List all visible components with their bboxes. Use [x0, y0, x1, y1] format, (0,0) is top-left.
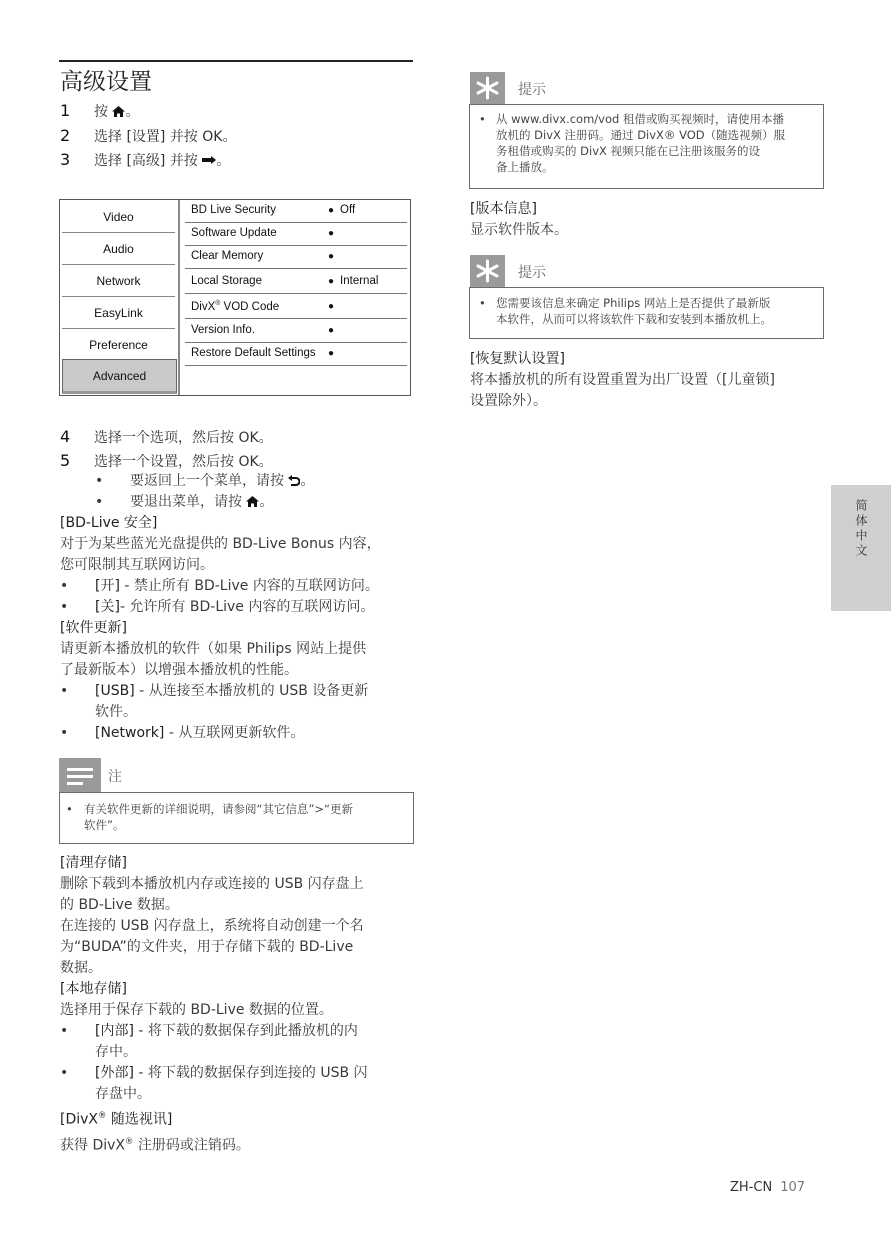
- step-text: 选择一个选项，然后按 OK。: [94, 430, 273, 446]
- note-icon: [59, 758, 101, 792]
- restore-heading: [恢复默认设置]: [470, 351, 565, 367]
- bullet-dot: ●: [328, 251, 335, 262]
- language-tab: [831, 485, 891, 611]
- option-label: BD Live Security: [191, 204, 277, 216]
- local-storage-body: 选择用于保存下载的 BD-Live 数据的位置。: [60, 1002, 333, 1018]
- tip-icon: [470, 72, 505, 104]
- menu-category-preference[interactable]: Preference: [62, 330, 175, 361]
- step-number: 5: [60, 451, 71, 470]
- software-update-body-2: 了最新版本）以增强本播放机的性能。: [60, 662, 298, 678]
- bullet-dot: ●: [328, 228, 335, 239]
- clear-storage-body-5: 数据。: [60, 960, 102, 976]
- sub-bullet-exit: • 要退出菜单，请按 。: [95, 494, 274, 510]
- step-text: 按: [94, 104, 108, 120]
- clear-storage-body-2: 的 BD-Live 数据。: [60, 897, 179, 913]
- clear-storage-body-1: 删除下载到本播放机内存或连接的 USB 闪存盘上: [60, 876, 364, 892]
- version-heading: [版本信息]: [470, 201, 537, 217]
- restore-body-2: 设置除外）。: [470, 393, 547, 409]
- bullet-dot: ●: [328, 301, 335, 312]
- step-1: [60, 101, 139, 121]
- local-storage-heading: [本地存储]: [60, 981, 127, 997]
- bullet-dot: ●: [328, 205, 335, 216]
- back-icon: [288, 475, 300, 486]
- menu-divider: [178, 200, 180, 395]
- page-footer: [730, 1180, 805, 1195]
- clear-storage-body-3: 在连接的 USB 闪存盘上，系统将自动创建一个名: [60, 918, 364, 934]
- menu-option-software-update[interactable]: [185, 223, 407, 246]
- menu-categories: [60, 200, 177, 395]
- menu-option-version-info[interactable]: [185, 320, 407, 343]
- step-text: 选择一个设置，然后按 OK。: [94, 454, 273, 470]
- page-title: 高级设置: [60, 69, 152, 95]
- step-2: [60, 126, 236, 146]
- step-text-tail: 。: [216, 153, 231, 169]
- page-number: 107: [780, 1180, 806, 1195]
- local-storage-internal: • [内部] - 将下载的数据保存到此播放机的内 存中。: [60, 1023, 358, 1060]
- menu-category-advanced[interactable]: Advanced: [62, 359, 177, 394]
- bd-live-body-2: 您可限制其互联网访问。: [60, 557, 214, 573]
- sub-bullet-back: • 要返回上一个菜单，请按 。: [95, 473, 315, 489]
- option-value: Off: [340, 204, 356, 216]
- menu-option-clear-memory[interactable]: [185, 246, 407, 269]
- version-body: 显示软件版本。: [470, 222, 568, 238]
- bd-live-heading: [BD-Live 安全]: [60, 515, 158, 531]
- restore-section: [470, 349, 830, 412]
- step-4: [60, 427, 273, 447]
- software-update-heading: [软件更新]: [60, 620, 127, 636]
- menu-option-bd-live-security[interactable]: [185, 200, 407, 223]
- bullet-dot: ●: [328, 276, 335, 287]
- option-label: Local Storage: [191, 275, 262, 287]
- bullet-dot: ●: [328, 348, 335, 359]
- menu-category-audio[interactable]: Audio: [62, 234, 175, 265]
- menu-option-local-storage[interactable]: [185, 271, 407, 294]
- option-label: DivX® VOD Code: [191, 300, 280, 313]
- bd-live-option-off: • [关]- 允许所有 BD-Live 内容的互联网访问。: [60, 599, 375, 615]
- clear-storage-body-4: 为“BUDA”的文件夹，用于存储下载的 BD-Live: [60, 939, 354, 955]
- restore-body-1: 将本播放机的所有设置重置为出厂设置（[儿童锁]: [470, 372, 775, 388]
- tip-text: • 您需要该信息来确定 Philips 网站上是否提供了最新版 本软件，从而可以将该软件下载和安装到本播放机上。: [479, 296, 772, 326]
- option-label: Restore Default Settings: [191, 347, 316, 359]
- software-update-network: • [Network] - 从互联网更新软件。: [60, 725, 305, 741]
- home-icon: [246, 496, 259, 507]
- local-storage-external: • [外部] - 将下载的数据保存到连接的 USB 闪 存盘中。: [60, 1065, 368, 1102]
- menu-category-easylink[interactable]: EasyLink: [62, 298, 175, 329]
- language-tab-label: 简体中文: [854, 499, 868, 559]
- title-rule: [59, 60, 413, 62]
- option-label: Clear Memory: [191, 250, 264, 262]
- step-number: 1: [60, 101, 71, 120]
- version-section: [470, 199, 830, 241]
- clear-storage-heading: [清理存储]: [60, 855, 127, 871]
- step-text: 选择 [高级] 并按: [94, 153, 198, 169]
- step-5: [60, 451, 273, 471]
- note-text: • 有关软件更新的详细说明，请参阅“其它信息”>“更新 软件”。: [66, 802, 354, 832]
- option-label: Version Info.: [191, 324, 255, 336]
- divx-vod-heading: [DivX® 随选视讯]: [60, 1110, 173, 1128]
- software-update-body-1: 请更新本播放机的软件（如果 Philips 网站上提供: [60, 641, 367, 657]
- menu-option-restore-default[interactable]: [185, 343, 407, 366]
- menu-category-video[interactable]: Video: [62, 202, 175, 233]
- step-number: 2: [60, 126, 71, 145]
- software-update-usb: • [USB] - 从连接至本播放机的 USB 设备更新 软件。: [60, 683, 369, 720]
- step-text-tail: 。: [125, 104, 140, 120]
- step-number: 4: [60, 427, 71, 446]
- menu-option-divx-vod-code[interactable]: [185, 296, 407, 319]
- tip-label: 提示: [518, 265, 546, 281]
- bullet-dot: ●: [328, 325, 335, 336]
- bd-live-option-on: • [开] - 禁止所有 BD-Live 内容的互联网访问。: [60, 578, 379, 594]
- footer-language: ZH-CN: [730, 1180, 773, 1195]
- note-label: 注: [108, 769, 122, 785]
- left-column: [60, 471, 420, 744]
- step-text: 选择 [设置] 并按 OK。: [94, 129, 237, 145]
- tip-icon: [470, 255, 505, 287]
- bd-live-body-1: 对于为某些蓝光光盘提供的 BD-Live Bonus 内容，: [60, 536, 381, 552]
- left-column-lower: [60, 853, 420, 1156]
- divx-vod-body: 获得 DivX® 注册码或注销码。: [60, 1135, 250, 1154]
- settings-menu: [59, 199, 411, 396]
- right-arrow-icon: [202, 156, 216, 164]
- menu-category-network[interactable]: Network: [62, 266, 175, 297]
- option-value: Internal: [340, 275, 379, 287]
- step-3: [60, 150, 230, 170]
- step-number: 3: [60, 150, 71, 169]
- option-label: Software Update: [191, 227, 277, 239]
- tip-text: • 从 www.divx.com/vod 租借或购买视频时，请使用本播 放机的 DivX 注册码。通过 DivX® VOD（随选视频）服 务租借或购买的 DivX 视频只能在已注册该服务的设 备上播放。: [479, 112, 786, 174]
- home-icon: [112, 106, 125, 117]
- tip-label: 提示: [518, 82, 546, 98]
